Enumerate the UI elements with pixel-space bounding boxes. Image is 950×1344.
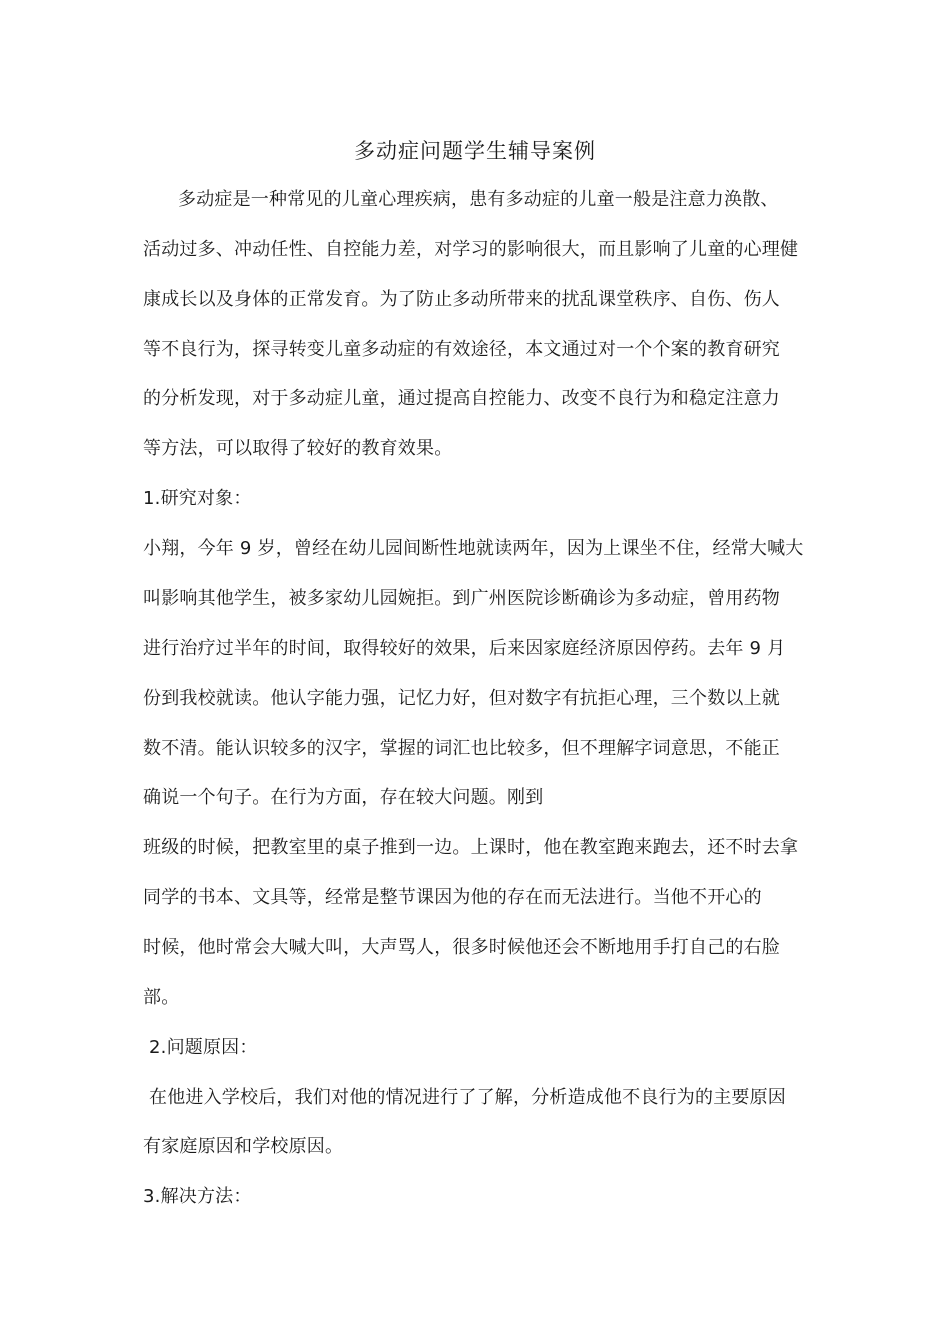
document-title: 多动症问题学生辅导案例 — [354, 139, 596, 163]
section1-line: 进行治疗过半年的时间，取得较好的效果，后来因家庭经济原因停药。去年 9 月 — [143, 638, 786, 659]
section1-line: 部。 — [143, 987, 180, 1008]
section1-line: 叫影响其他学生，被多家幼儿园婉拒。到广州医院诊断确诊为多动症，曾用药物 — [143, 588, 780, 609]
intro-line: 等方法，可以取得了较好的教育效果。 — [143, 438, 453, 459]
section2-line: 有家庭原因和学校原因。 — [143, 1136, 344, 1157]
section-heading-solution: 3.解决方法： — [143, 1186, 252, 1207]
section-heading-problem-cause: 2.问题原因： — [149, 1037, 258, 1058]
section-heading-research-subject: 1.研究对象： — [143, 488, 252, 509]
section1-line: 确说一个句子。在行为方面，存在较大问题。刚到 — [143, 787, 544, 808]
section1-line: 小翔，今年 9 岁，曾经在幼儿园间断性地就读两年，因为上课坐不住，经常大喊大 — [143, 538, 804, 559]
intro-line: 康成长以及身体的正常发育。为了防止多动所带来的扰乱课堂秩序、自伤、伤人 — [143, 289, 780, 310]
intro-line: 多动症是一种常见的儿童心理疾病，患有多动症的儿童一般是注意力涣散、 — [178, 189, 779, 210]
section1-line: 数不清。能认识较多的汉字，掌握的词汇也比较多，但不理解字词意思，不能正 — [143, 738, 780, 759]
section2-line: 在他进入学校后，我们对他的情况进行了了解，分析造成他不良行为的主要原因 — [149, 1087, 786, 1108]
section1-line: 同学的书本、文具等，经常是整节课因为他的存在而无法进行。当他不开心的 — [143, 887, 762, 908]
intro-line: 活动过多、冲动任性、自控能力差，对学习的影响很大，而且影响了儿童的心理健 — [143, 239, 799, 260]
intro-line: 等不良行为，探寻转变儿童多动症的有效途径，本文通过对一个个案的教育研究 — [143, 339, 780, 360]
section1-line: 时候，他时常会大喊大叫，大声骂人，很多时候他还会不断地用手打自己的右脸 — [143, 937, 780, 958]
section1-line: 班级的时候，把教室里的桌子推到一边。上课时，他在教室跑来跑去，还不时去拿 — [143, 837, 799, 858]
intro-line: 的分析发现，对于多动症儿童，通过提高自控能力、改变不良行为和稳定注意力 — [143, 388, 780, 409]
section1-line: 份到我校就读。他认字能力强，记忆力好，但对数字有抗拒心理，三个数以上就 — [143, 688, 780, 709]
